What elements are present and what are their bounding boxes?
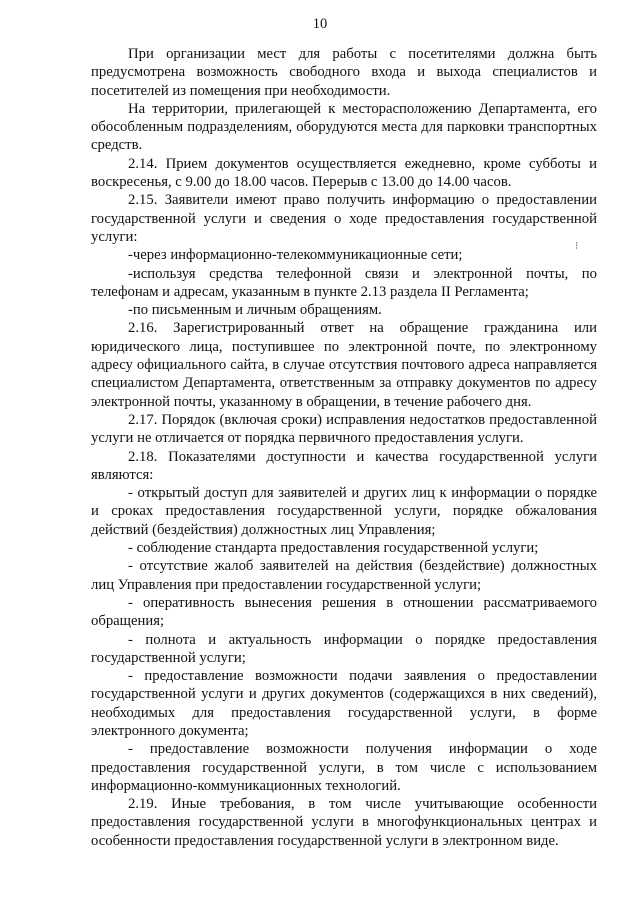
list-item: - полнота и актуальность информации о порядке предоставления государственной услуги; <box>91 631 597 666</box>
paragraph-2-15: 2.15. Заявители имеют право получить информацию о предоставлении государственной услуги и сведения о ходе предоставления государственной услуги: <box>91 192 597 245</box>
page-number: 10 <box>312 16 328 32</box>
stray-mark-icon: ⁝ <box>575 241 579 252</box>
list-item: -по письменным и личным обращениям. <box>128 302 382 319</box>
list-item: -через информационно-телекоммуникационные сети; <box>128 247 463 264</box>
list-item: - отсутствие жалоб заявителей на действия (бездействие) должностных лиц Управления при предоставлении государственной услуги; <box>91 558 597 593</box>
paragraph-visitors-access: При организации мест для работы с посетителями должна быть предусмотрена возможность свободного входа и выхода специалистов и посетителей из помещения при необходимости. <box>91 46 597 99</box>
paragraph-parking: На территории, прилегающей к месторасположению Департамента, его обособленным подразделениям, оборудуются места для парковки транспортных средств. <box>91 100 597 154</box>
list-item: - предоставление возможности получения информации о ходе предоставления государственной услуги, в том числе с использованием информационно-коммуникационных технологий. <box>91 741 597 794</box>
paragraph-2-19: 2.19. Иные требования, в том числе учитывающие особенности предоставления государственной услуги в многофункциональных центрах и особенности предоставления государственной услуги в электронном виде. <box>91 796 597 849</box>
list-item: - предоставление возможности подачи заявления о предоставлении государственной услуги и других документов (содержащихся в них сведений), необходимых для предоставления государственной услуги, в форме электронного документа; <box>91 668 597 739</box>
list-item: - соблюдение стандарта предоставления государственной услуги; <box>128 540 539 557</box>
paragraph-2-18: 2.18. Показателями доступности и качества государственной услуги являются: <box>91 448 597 483</box>
document-body <box>91 45 597 850</box>
paragraph-2-14: 2.14. Прием документов осуществляется ежедневно, кроме субботы и воскресенья, с 9.00 до 18.00 часов. Перерыв с 13.00 до 14.00 часов. <box>91 155 597 191</box>
list-item: - открытый доступ для заявителей и других лиц к информации о порядке и сроках предоставления государственной услуги, порядке обжалования действий (бездействия) должностных лиц Управления; <box>91 485 597 538</box>
list-item: -используя средства телефонной связи и электронной почты, по телефонам и адресам, указанным в пункте 2.13 раздела II Регламента; <box>91 265 597 300</box>
paragraph-2-17: 2.17. Порядок (включая сроки) исправления недостатков предоставленной услуги не отличается от порядка первичного предоставления услуги. <box>91 411 597 447</box>
paragraph-2-16: 2.16. Зарегистрированный ответ на обращение гражданина или юридического лица, поступившее по электронной почте, по электронному адресу официального сайта, в случае отсутствия почтового адреса направляется специалистом Департамента, ответственным за отправку документов по адресу электронной почты, указанному в обращении, в течение рабочего дня. <box>91 320 597 410</box>
list-item: - оперативность вынесения решения в отношении рассматриваемого обращения; <box>91 594 597 630</box>
